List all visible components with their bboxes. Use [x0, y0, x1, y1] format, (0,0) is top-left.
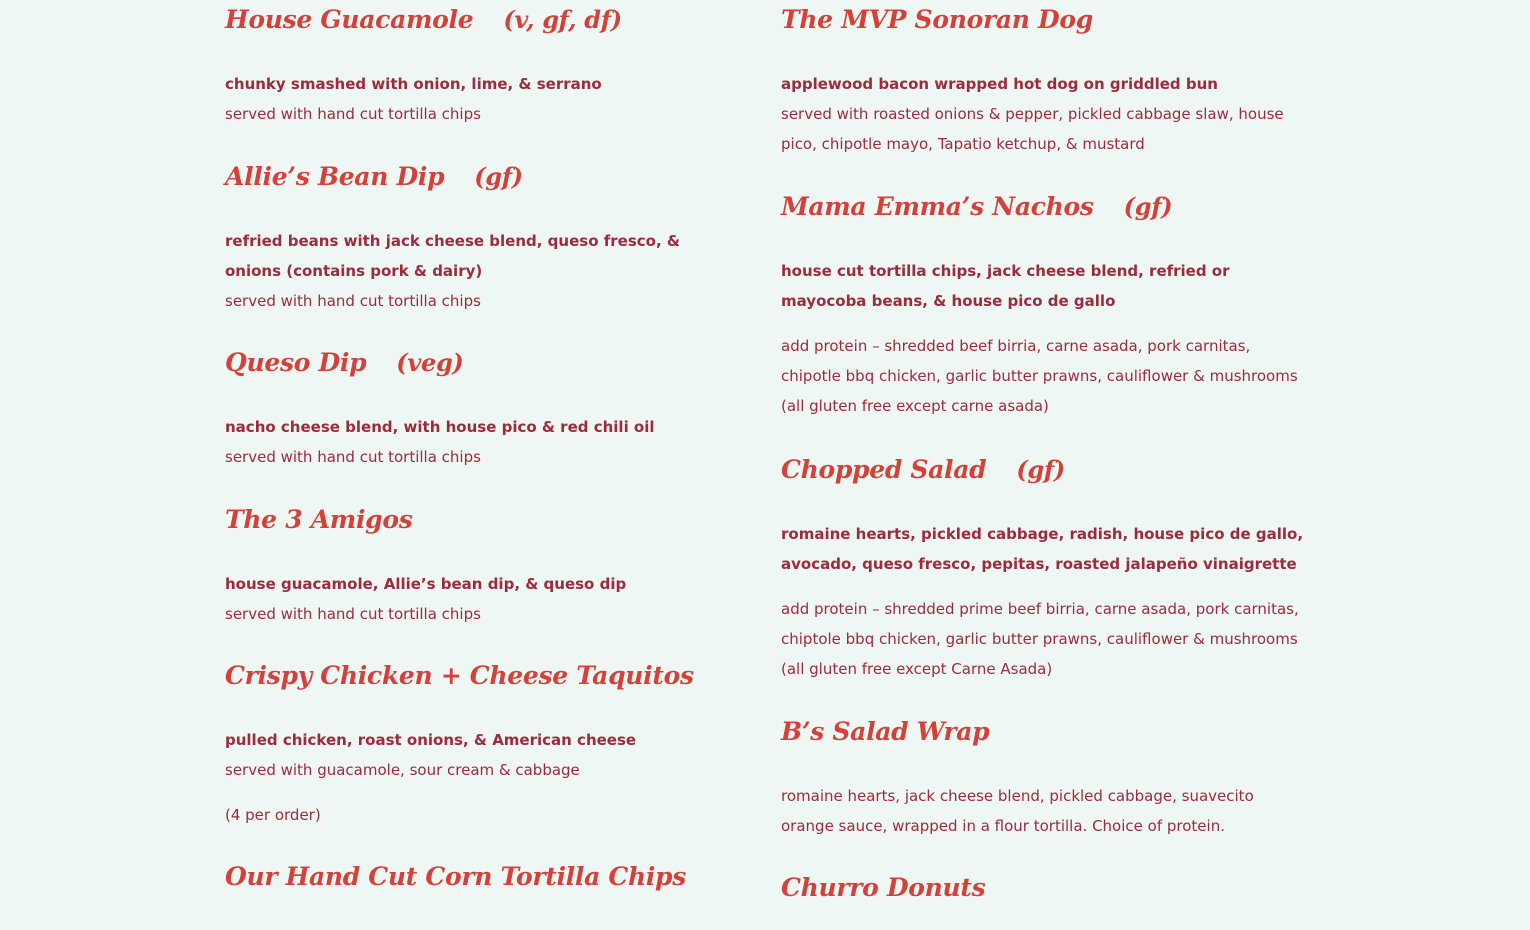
item-description: applewood bacon wrapped hot dog on griddled bun [781, 75, 1218, 93]
item-description: refried beans with jack cheese blend, queso fresco, & onions (contains pork & dairy) [225, 232, 680, 280]
diet-tag: (veg) [396, 348, 464, 377]
item-served-with: served with hand cut tortilla chips [225, 292, 481, 310]
item-note: (4 per order) [225, 806, 321, 824]
item-title: The MVP Sonoran Dog [781, 5, 1093, 34]
item-title: B’s Salad Wrap [781, 717, 990, 746]
item-protein-options: add protein – shredded beef birria, carne asada, pork carnitas, chipotle bbq chicken, garlic butter prawns, cauliflower & mushrooms (all gluten free except carne asada) [781, 337, 1298, 415]
item-description: house guacamole, Allie’s bean dip, & queso dip [225, 575, 627, 593]
diet-tag: (gf) [474, 162, 523, 191]
item-served-with: served with hand cut tortilla chips [225, 448, 481, 466]
item-title: Allie’s Bean Dip (gf) [225, 157, 705, 197]
item-description: nacho cheese blend, with house pico & red chili oil [225, 418, 655, 436]
item-title: Churro Donuts [781, 873, 986, 902]
menu-item-house-guacamole [225, 0, 705, 129]
menu-item-tortilla-chips [225, 857, 705, 897]
item-served-with: served with guacamole, sour cream & cabbage [225, 761, 580, 779]
item-protein-options: add protein – shredded prime beef birria, carne asada, pork carnitas, chiptole bbq chicken, garlic butter prawns, cauliflower & mushrooms (all gluten free except Carne Asada) [781, 600, 1299, 678]
item-title: The 3 Amigos [225, 505, 413, 534]
item-served-with: served with roasted onions & pepper, pickled cabbage slaw, house pico, chipotle mayo, Tapatio ketchup, & mustard [781, 105, 1284, 153]
menu-item-queso-dip [225, 343, 705, 472]
diet-tag: (gf) [1016, 455, 1065, 484]
item-description: pulled chicken, roast onions, & American cheese [225, 731, 637, 749]
menu-item-churro-donuts [781, 868, 1311, 908]
item-title: Our Hand Cut Corn Tortilla Chips [225, 862, 687, 891]
menu-item-chopped-salad [781, 450, 1311, 684]
menu-item-mama-emmas-nachos [781, 187, 1311, 421]
menu-item-mvp-sonoran-dog [781, 0, 1311, 159]
menu-item-crispy-chicken-taquitos [225, 656, 705, 830]
item-title: House Guacamole (v, gf, df) [225, 0, 705, 40]
item-description: house cut tortilla chips, jack cheese blend, refried or mayocoba beans, & house pico de gallo [781, 262, 1230, 310]
item-title: Chopped Salad (gf) [781, 450, 1311, 490]
item-title: Crispy Chicken + Cheese Taquitos [225, 661, 694, 690]
item-served-with: served with hand cut tortilla chips [225, 605, 481, 623]
item-served-with: served with hand cut tortilla chips [225, 105, 481, 123]
item-description: chunky smashed with onion, lime, & serrano [225, 75, 602, 93]
menu-item-allies-bean-dip [225, 157, 705, 316]
diet-tag: (gf) [1123, 192, 1173, 221]
item-description: romaine hearts, pickled cabbage, radish, house pico de gallo, avocado, queso fresco, pepitas, roasted jalapeño vinaigrette [781, 525, 1304, 573]
menu-item-bs-salad-wrap [781, 712, 1311, 841]
item-title: Queso Dip (veg) [225, 343, 705, 383]
item-title: Mama Emma’s Nachos (gf) [781, 187, 1311, 227]
menu-item-the-3-amigos [225, 500, 705, 629]
diet-tag: (v, gf, df) [503, 5, 622, 34]
item-description: romaine hearts, jack cheese blend, pickled cabbage, suavecito orange sauce, wrapped in a flour tortilla. Choice of protein. [781, 787, 1254, 835]
